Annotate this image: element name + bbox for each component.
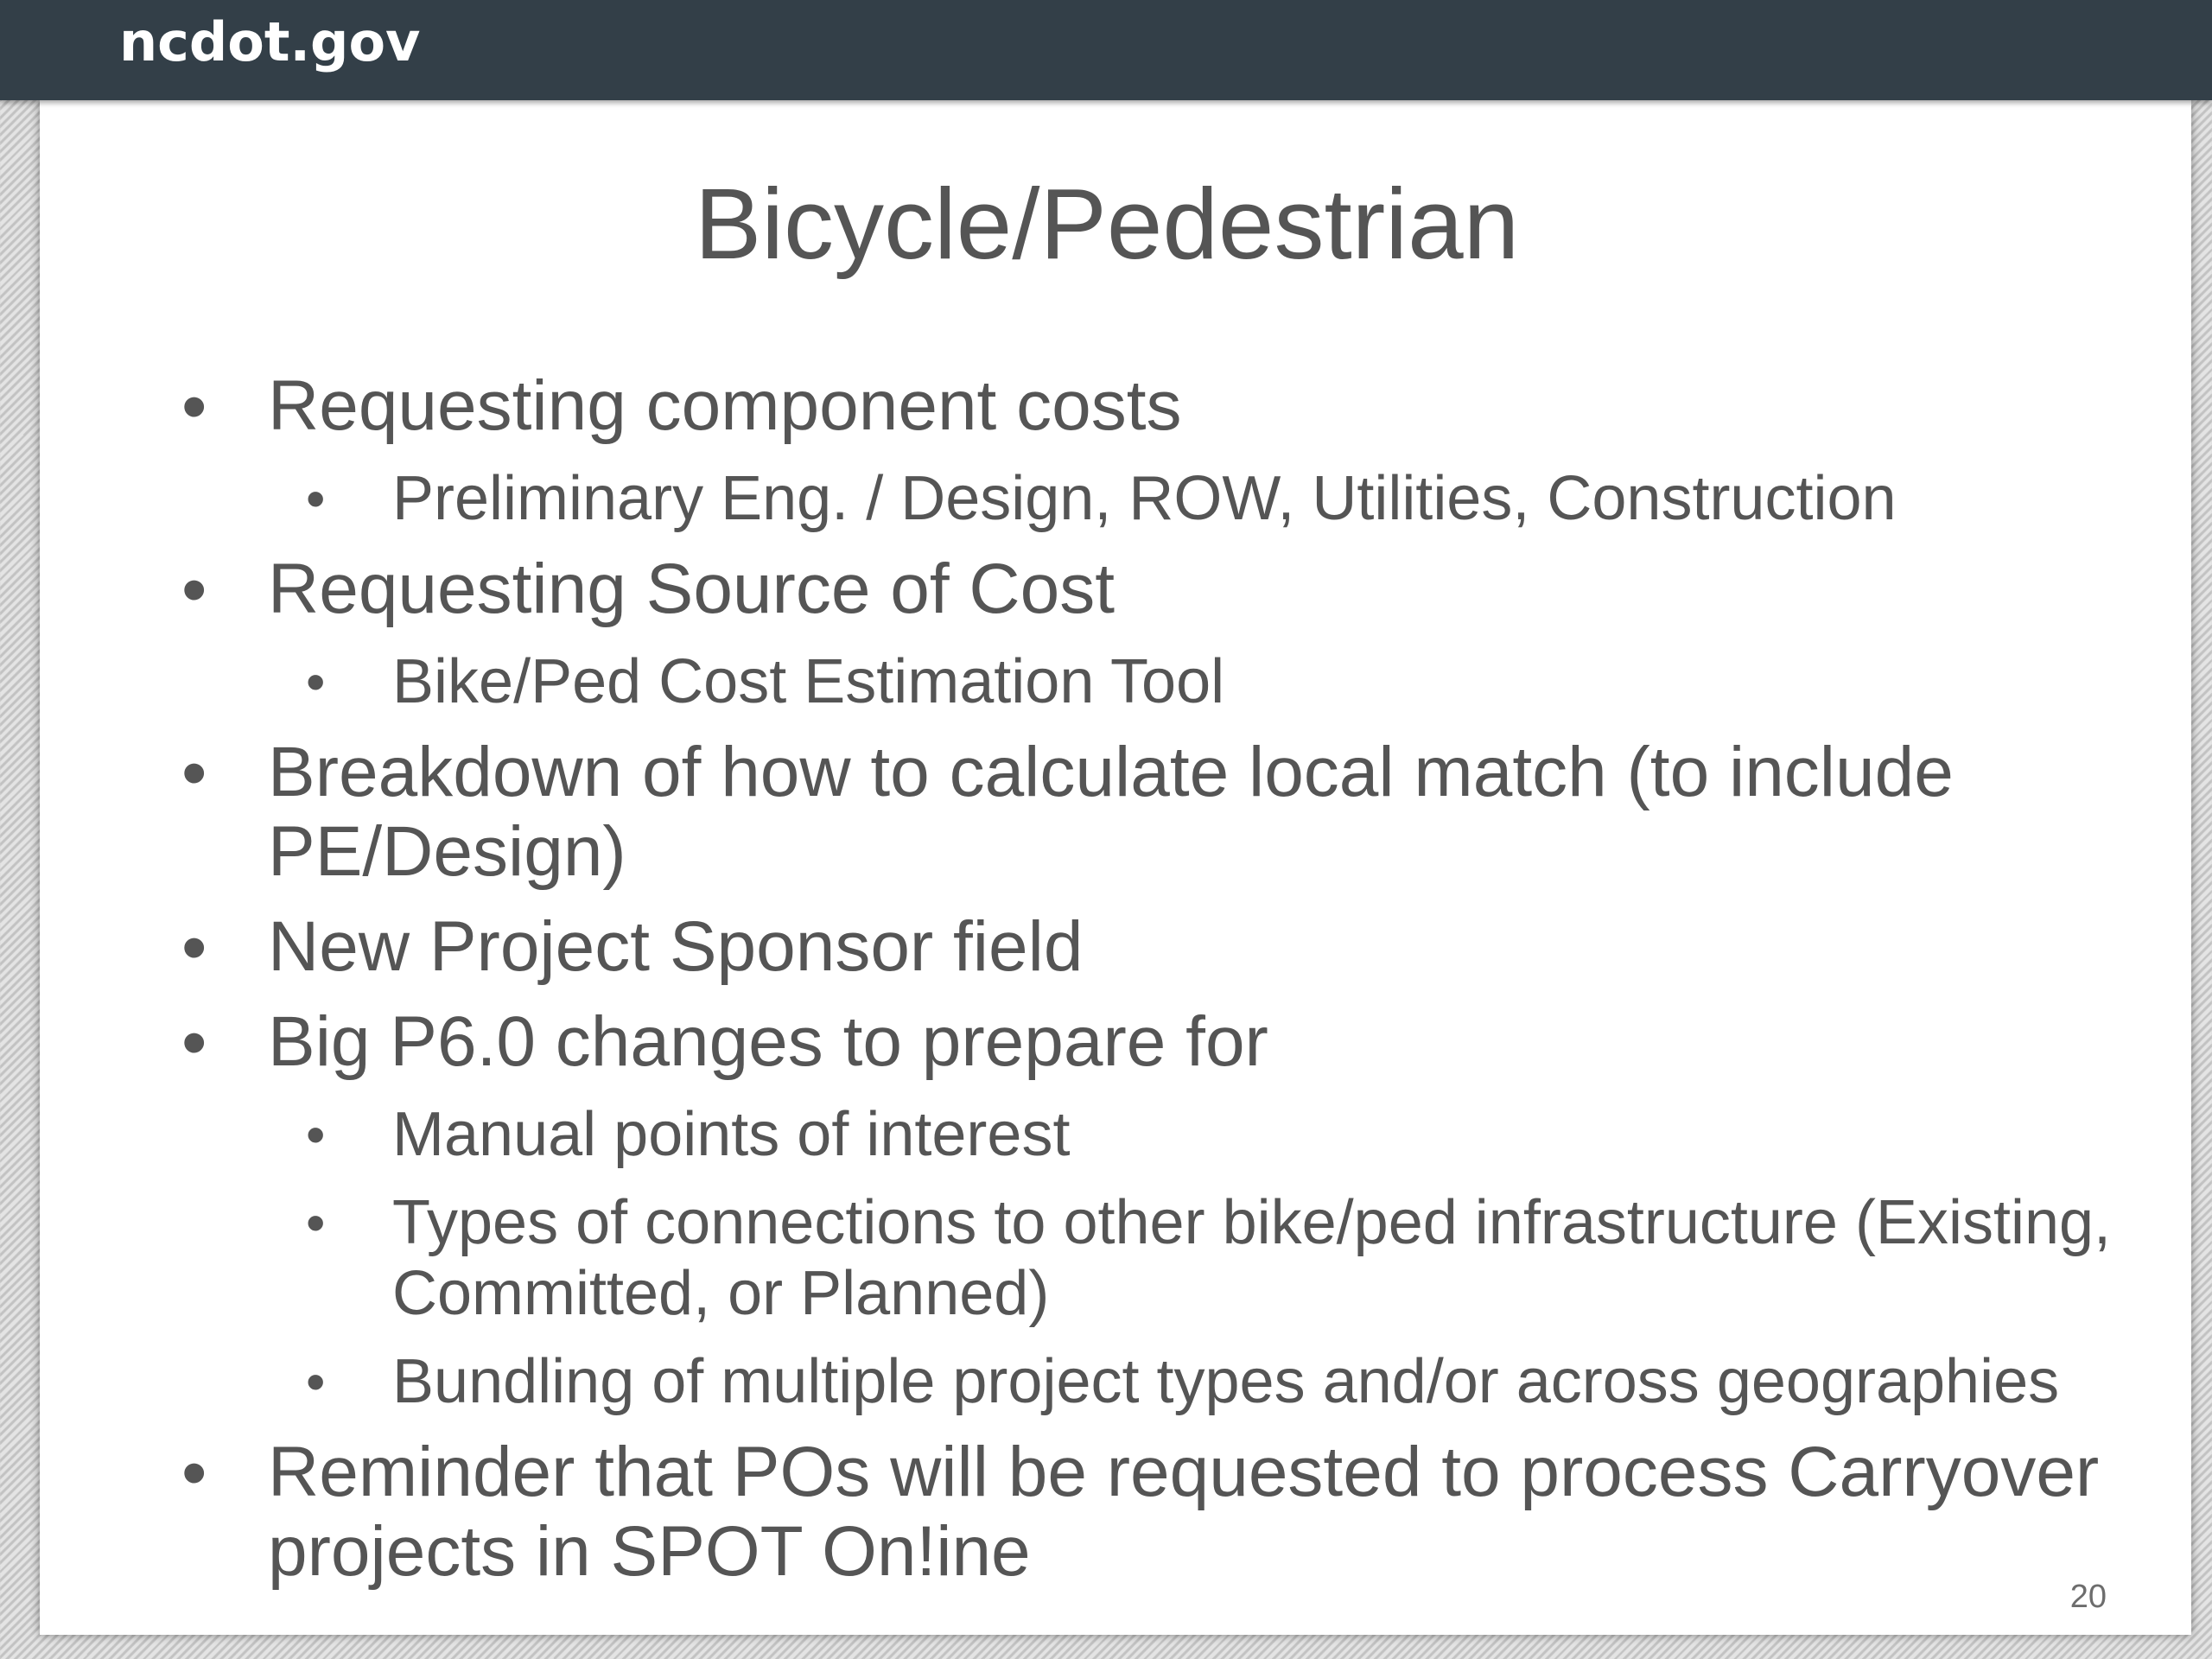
bullet-item [143, 907, 2174, 987]
bullet-dot-icon: • [306, 1351, 326, 1413]
sub-bullet-item [143, 1187, 2120, 1329]
slide-title: Bicycle/Pedestrian [694, 168, 1520, 280]
site-logo[interactable]: ncdot.gov [119, 10, 421, 73]
bullet-dot-icon: • [306, 1192, 326, 1254]
bullet-dot-icon: • [181, 732, 207, 813]
bullet-text: Reminder that POs will be requested to process Carryover projects in SPOT On!ine [268, 1433, 2100, 1591]
bullet-dot-icon: • [181, 365, 207, 447]
sub-bullet-text: Manual points of interest [392, 1100, 1071, 1169]
bullet-list [143, 351, 2174, 1592]
slide-page-number: 20 [2069, 1579, 2107, 1615]
bullet-item [143, 366, 2174, 446]
sub-bullet-item [143, 1099, 2174, 1170]
sub-bullet-item [143, 463, 2174, 534]
bullet-item [143, 1433, 2212, 1592]
sub-bullet-item [143, 646, 2174, 717]
bullet-dot-icon: • [181, 906, 207, 988]
bullet-text: Breakdown of how to calculate local match (to include PE/Design) [268, 733, 1954, 891]
bullet-dot-icon: • [306, 467, 326, 530]
bullet-dot-icon: • [181, 549, 207, 630]
sub-bullet-text: Types of connections to other bike/ped infrastructure (Existing, Committed, or Planned) [392, 1188, 2112, 1328]
sub-bullet-text: Bundling of multiple project types and/or across geographies [392, 1347, 2060, 1416]
bullet-item [143, 733, 2152, 892]
sub-bullet-item [143, 1346, 2174, 1417]
site-header-bar [0, 0, 2212, 100]
bullet-dot-icon: • [181, 1432, 207, 1513]
bullet-text: Big P6.0 changes to prepare for [268, 1002, 1268, 1081]
bullet-dot-icon: • [181, 1001, 207, 1083]
sub-bullet-text: Preliminary Eng. / Design, ROW, Utilities, Construction [392, 464, 1897, 533]
bullet-dot-icon: • [306, 651, 326, 713]
bullet-text: Requesting component costs [268, 366, 1182, 445]
bullet-text: Requesting Source of Cost [268, 550, 1115, 628]
slide-panel [40, 100, 2191, 1635]
bullet-item [143, 1002, 2174, 1082]
bullet-text: New Project Sponsor field [268, 907, 1084, 986]
bullet-dot-icon: • [306, 1103, 326, 1166]
sub-bullet-text: Bike/Ped Cost Estimation Tool [392, 647, 1225, 716]
bullet-item [143, 550, 2174, 629]
